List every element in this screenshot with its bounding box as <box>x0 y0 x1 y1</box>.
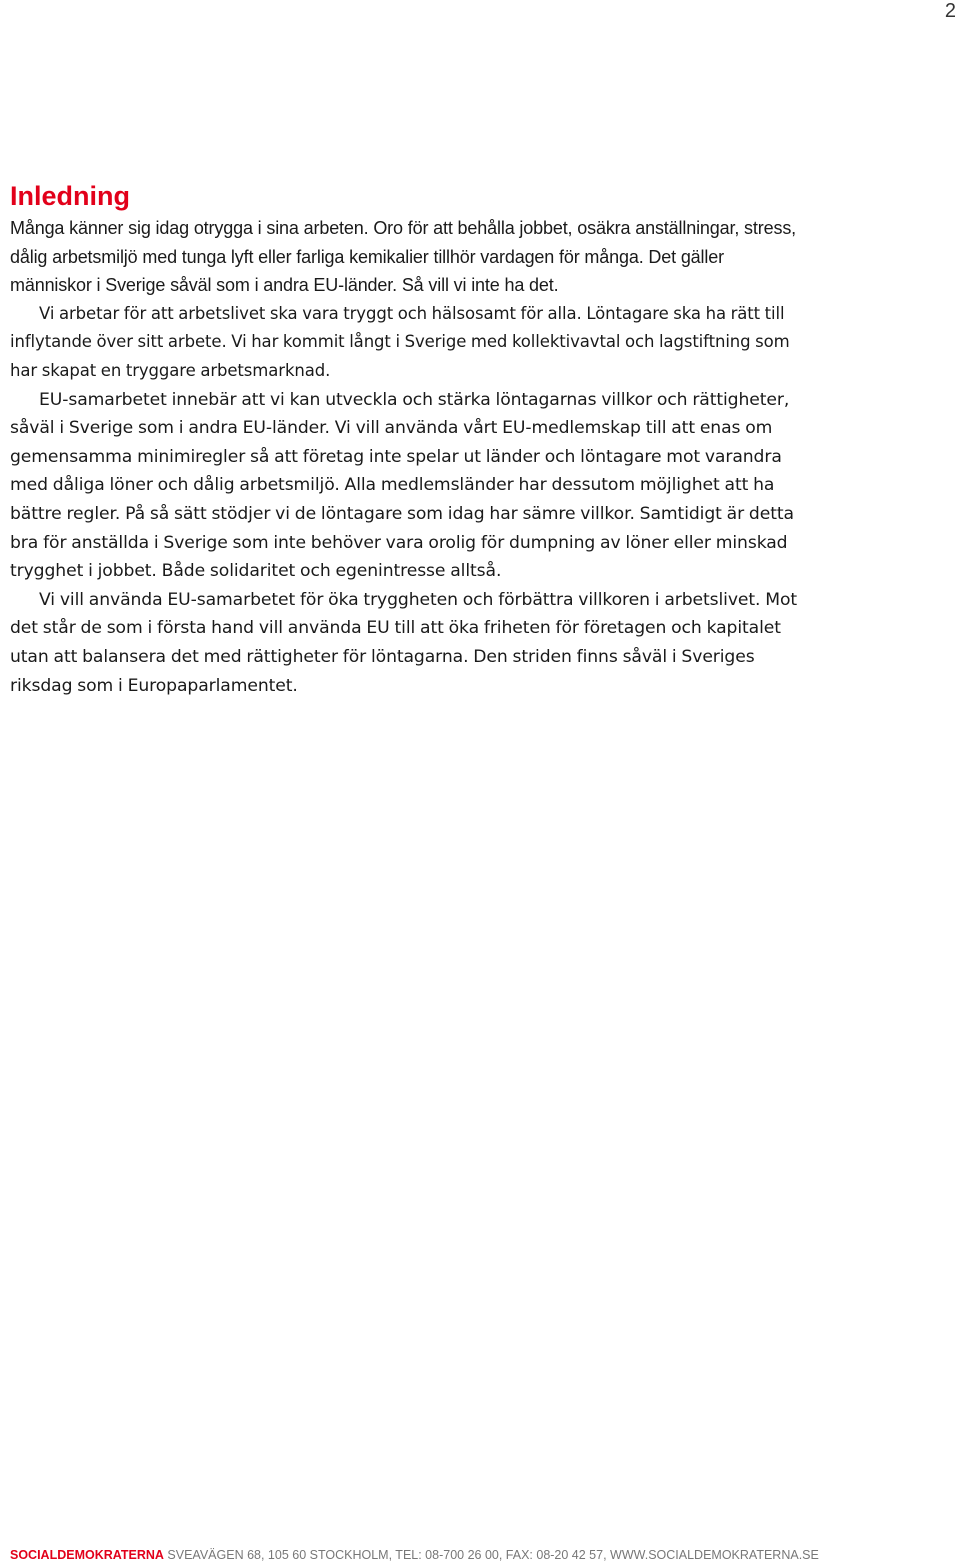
document-body <box>10 178 810 700</box>
paragraph-workplace: Vi arbetar för att arbetslivet ska vara tryggt och hälsosamt för alla. Löntagare ska ha rätt till inflytande över sitt arbete. Vi har kommit långt i Sverige med kollektivavtal och lagstiftning som har skapat en tryggare arbetsmarknad. <box>10 303 790 380</box>
footer-organization: SOCIALDEMOKRATERNA <box>10 1548 164 1562</box>
paragraph-eu-cooperation: EU-samarbetet innebär att vi kan utveckla och stärka löntagarnas villkor och rättigheter, såväl i Sverige som i andra EU-länder. Vi vill använda vårt EU-medlemskap till att enas om gemensamma minimiregler så att företag inte spelar ut länder och löntagare mot varandra med dåliga löner och dålig arbetsmiljö. Alla medlemsländer har dessutom möjlighet att ha bättre regler. På så sätt stödjer vi de löntagare som idag har sämre villkor. Samtidigt är detta bra för anställda i Sverige som inte behöver vara orolig för dumpning av löner eller minskad trygghet i jobbet. Både solidaritet och egenintresse alltså. <box>10 389 794 582</box>
paragraph-conclusion: Vi vill använda EU-samarbetet för öka tryggheten och förbättra villkoren i arbetslivet. Mot det står de som i första hand vill använda EU till att öka friheten för företagen och kapitalet utan att balansera det med rättigheter för löntagarna. Den striden finns såväl i Sveriges riksdag som i Europaparlamentet. <box>10 589 798 696</box>
section-heading: Inledning <box>10 181 130 211</box>
footer-address: SVEAVÄGEN 68, 105 60 STOCKHOLM, TEL: 08-700 26 00, FAX: 08-20 42 57, WWW.SOCIALDEMOKRATERNA.SE <box>167 1548 819 1562</box>
page-footer <box>10 1547 819 1563</box>
paragraph-intro: Många känner sig idag otrygga i sina arbeten. Oro för att behålla jobbet, osäkra anställningar, stress, dålig arbetsmiljö med tunga lyft eller farliga kemikalier tillhör vardagen för många. Det gäller människor i Sverige såväl som i andra EU-länder. Så vill vi inte ha det. <box>10 218 797 296</box>
page-number: 2 <box>944 0 956 22</box>
